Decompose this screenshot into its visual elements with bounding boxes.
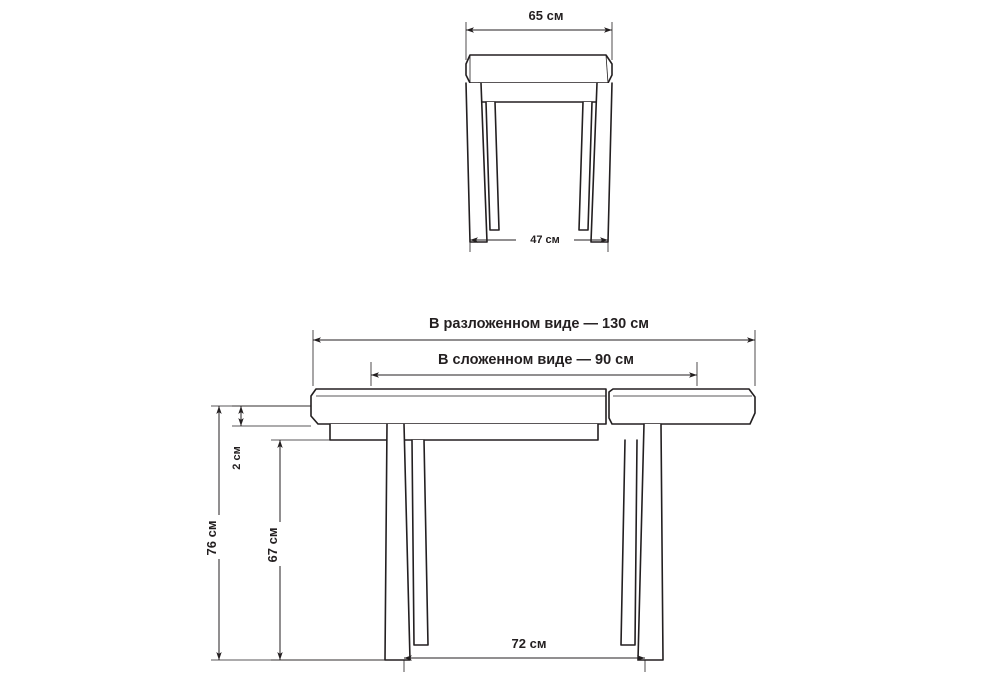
side-view-table-illustration [466, 55, 612, 242]
dimension-tabletop-thickness-label: 2 см [231, 446, 243, 470]
dimension-leg-span-bottom [470, 230, 608, 252]
dimension-unfolded-width-label: В разложенном виде — 130 см [428, 316, 650, 332]
dimension-depth-top [466, 6, 612, 60]
dimension-tabletop-thickness [228, 406, 311, 470]
dimension-total-height-label: 76 см [204, 520, 219, 556]
dimension-depth-top-label: 65 см [528, 8, 564, 23]
dimension-underframe-height [265, 440, 385, 660]
dimension-leg-span-width [404, 634, 645, 672]
dimension-underframe-height-label: 67 см [265, 527, 280, 563]
front-view-table-illustration [311, 389, 755, 660]
dimension-leg-span-width-label: 72 см [511, 636, 547, 651]
dimension-folded-width-label: В сложенном виде — 90 см [438, 352, 634, 368]
dimension-folded-width [371, 348, 697, 386]
dimension-leg-span-bottom-label: 47 см [530, 234, 560, 246]
